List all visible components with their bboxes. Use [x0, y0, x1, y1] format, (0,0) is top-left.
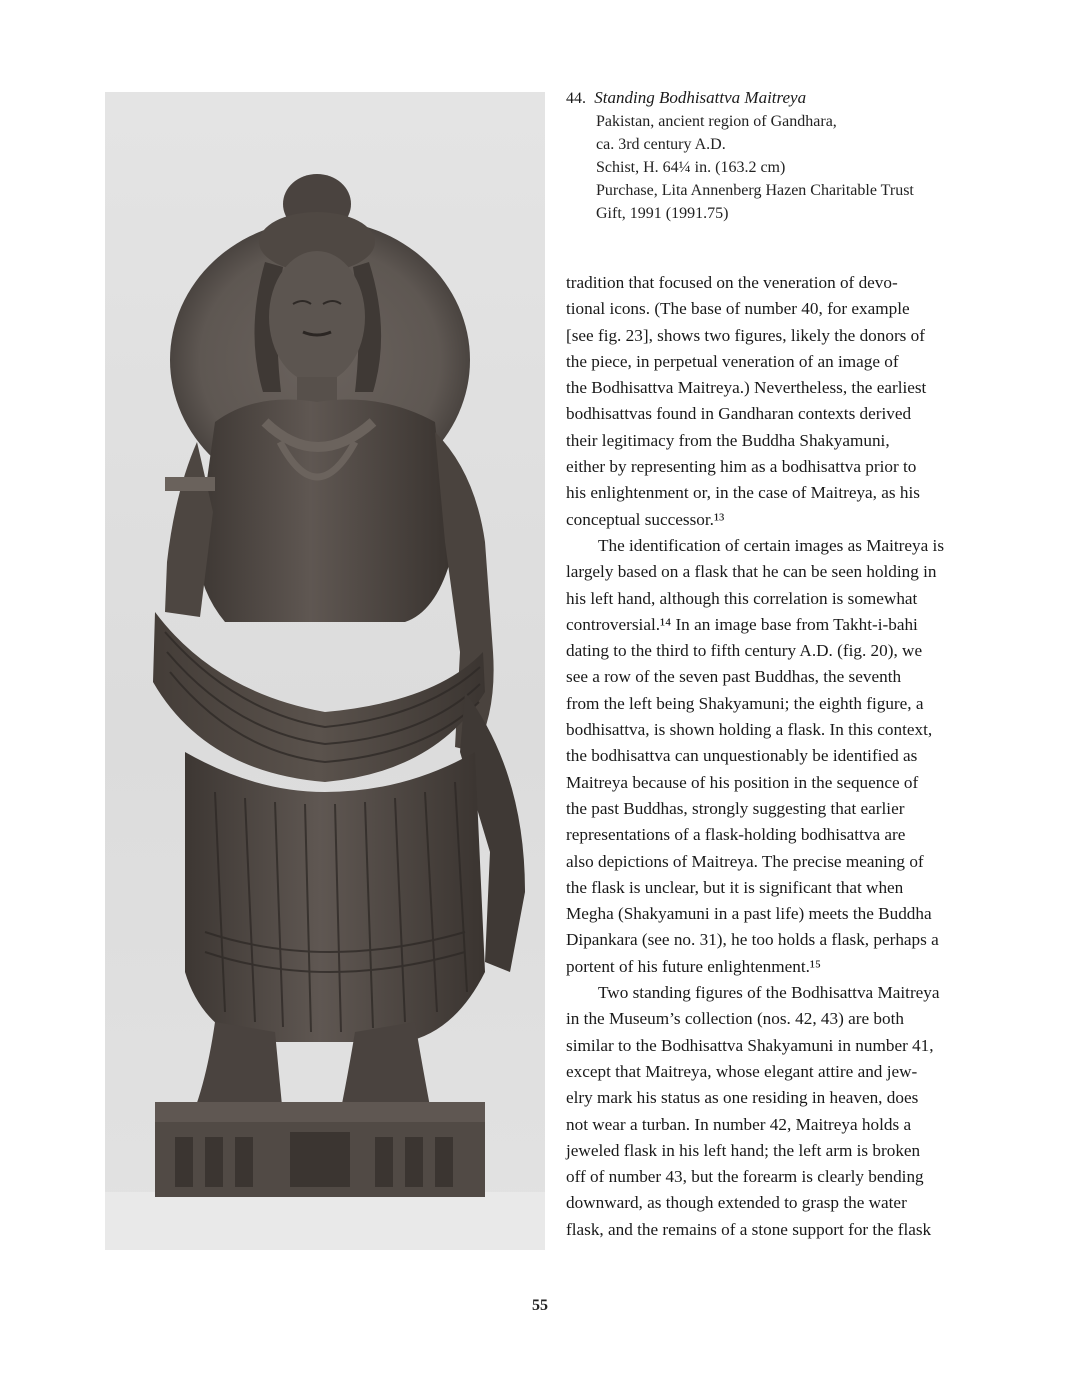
text-line: largely based on a flask that he can be seen holding in	[566, 562, 937, 582]
paragraph	[566, 980, 980, 1243]
paragraph	[566, 270, 980, 533]
text-line: portent of his future enlightenment.¹⁵	[566, 956, 822, 976]
text-line: off of number 43, but the forearm is clearly bending	[566, 1167, 924, 1187]
text-line: [see fig. 23], shows two figures, likely the donors of	[566, 325, 925, 345]
caption-line: Pakistan, ancient region of Gandhara,	[596, 113, 837, 130]
bodhisattva-statue-image	[105, 92, 545, 1250]
figure-caption	[566, 86, 996, 225]
text-line: their legitimacy from the Buddha Shakyamuni,	[566, 430, 890, 450]
text-line: Megha (Shakyamuni in a past life) meets the Buddha	[566, 904, 932, 924]
text-line: also depictions of Maitreya. The precise meaning of	[566, 851, 924, 871]
text-line: controversial.¹⁴ In an image base from Takht-i-bahi	[566, 614, 918, 634]
text-line: the piece, in perpetual veneration of an image of	[566, 351, 899, 371]
body-text	[566, 270, 980, 1243]
text-line: Dipankara (see no. 31), he too holds a flask, perhaps a	[566, 930, 939, 950]
text-line: bodhisattvas found in Gandharan contexts derived	[566, 404, 912, 424]
text-line: the past Buddhas, strongly suggesting that earlier	[566, 798, 905, 818]
text-line: conceptual successor.¹³	[566, 509, 725, 529]
text-line: representations of a flask-holding bodhisattva are	[566, 825, 906, 845]
caption-line: Purchase, Lita Annenberg Hazen Charitable Trust	[596, 182, 914, 199]
caption-number: 44.	[566, 90, 586, 107]
text-line: see a row of the seven past Buddhas, the seventh	[566, 667, 902, 687]
caption-title: Standing Bodhisattva Maitreya	[594, 88, 807, 107]
text-line: the flask is unclear, but it is significant that when	[566, 877, 904, 897]
text-line: Two standing figures of the Bodhisattva Maitreya	[598, 983, 940, 1003]
text-line: not wear a turban. In number 42, Maitreya holds a	[566, 1114, 912, 1134]
caption-line: Gift, 1991 (1991.75)	[596, 205, 729, 222]
text-line: his enlightenment or, in the case of Maitreya, as his	[566, 483, 920, 503]
text-line: either by representing him as a bodhisattva prior to	[566, 457, 917, 477]
text-line: elry mark his status as one residing in heaven, does	[566, 1088, 919, 1108]
caption-line: Schist, H. 64¼ in. (163.2 cm)	[596, 159, 786, 176]
text-line: dating to the third to fifth century A.D. (fig. 20), we	[566, 641, 923, 661]
text-line: the bodhisattva can unquestionably be identified as	[566, 746, 918, 766]
text-line: The identification of certain images as Maitreya is	[598, 535, 945, 555]
text-line: his left hand, although this correlation is somewhat	[566, 588, 918, 608]
text-line: downward, as though extended to grasp the water	[566, 1193, 907, 1213]
caption-line: ca. 3rd century A.D.	[596, 136, 726, 153]
text-line: flask, and the remains of a stone support for the flask	[566, 1219, 932, 1239]
text-line: in the Museum’s collection (nos. 42, 43) are both	[566, 1009, 904, 1029]
text-line: bodhisattva, is shown holding a flask. In this context,	[566, 720, 933, 740]
caption-heading	[566, 86, 996, 110]
text-line: from the left being Shakyamuni; the eighth figure, a	[566, 693, 924, 713]
text-line: except that Maitreya, whose elegant attire and jew-	[566, 1061, 918, 1081]
text-line: Maitreya because of his position in the sequence of	[566, 772, 919, 792]
text-line: similar to the Bodhisattva Shakyamuni in number 41,	[566, 1035, 934, 1055]
sculpture-photo	[105, 92, 545, 1250]
page-number: 55	[532, 1297, 548, 1314]
text-line: the Bodhisattva Maitreya.) Nevertheless, the earliest	[566, 378, 927, 398]
text-line: tional icons. (The base of number 40, for example	[566, 299, 910, 319]
statue-face	[269, 251, 365, 383]
text-line: tradition that focused on the veneration of devo-	[566, 273, 898, 292]
paragraph	[566, 533, 980, 980]
text-line: jeweled flask in his left hand; the left arm is broken	[566, 1140, 921, 1160]
